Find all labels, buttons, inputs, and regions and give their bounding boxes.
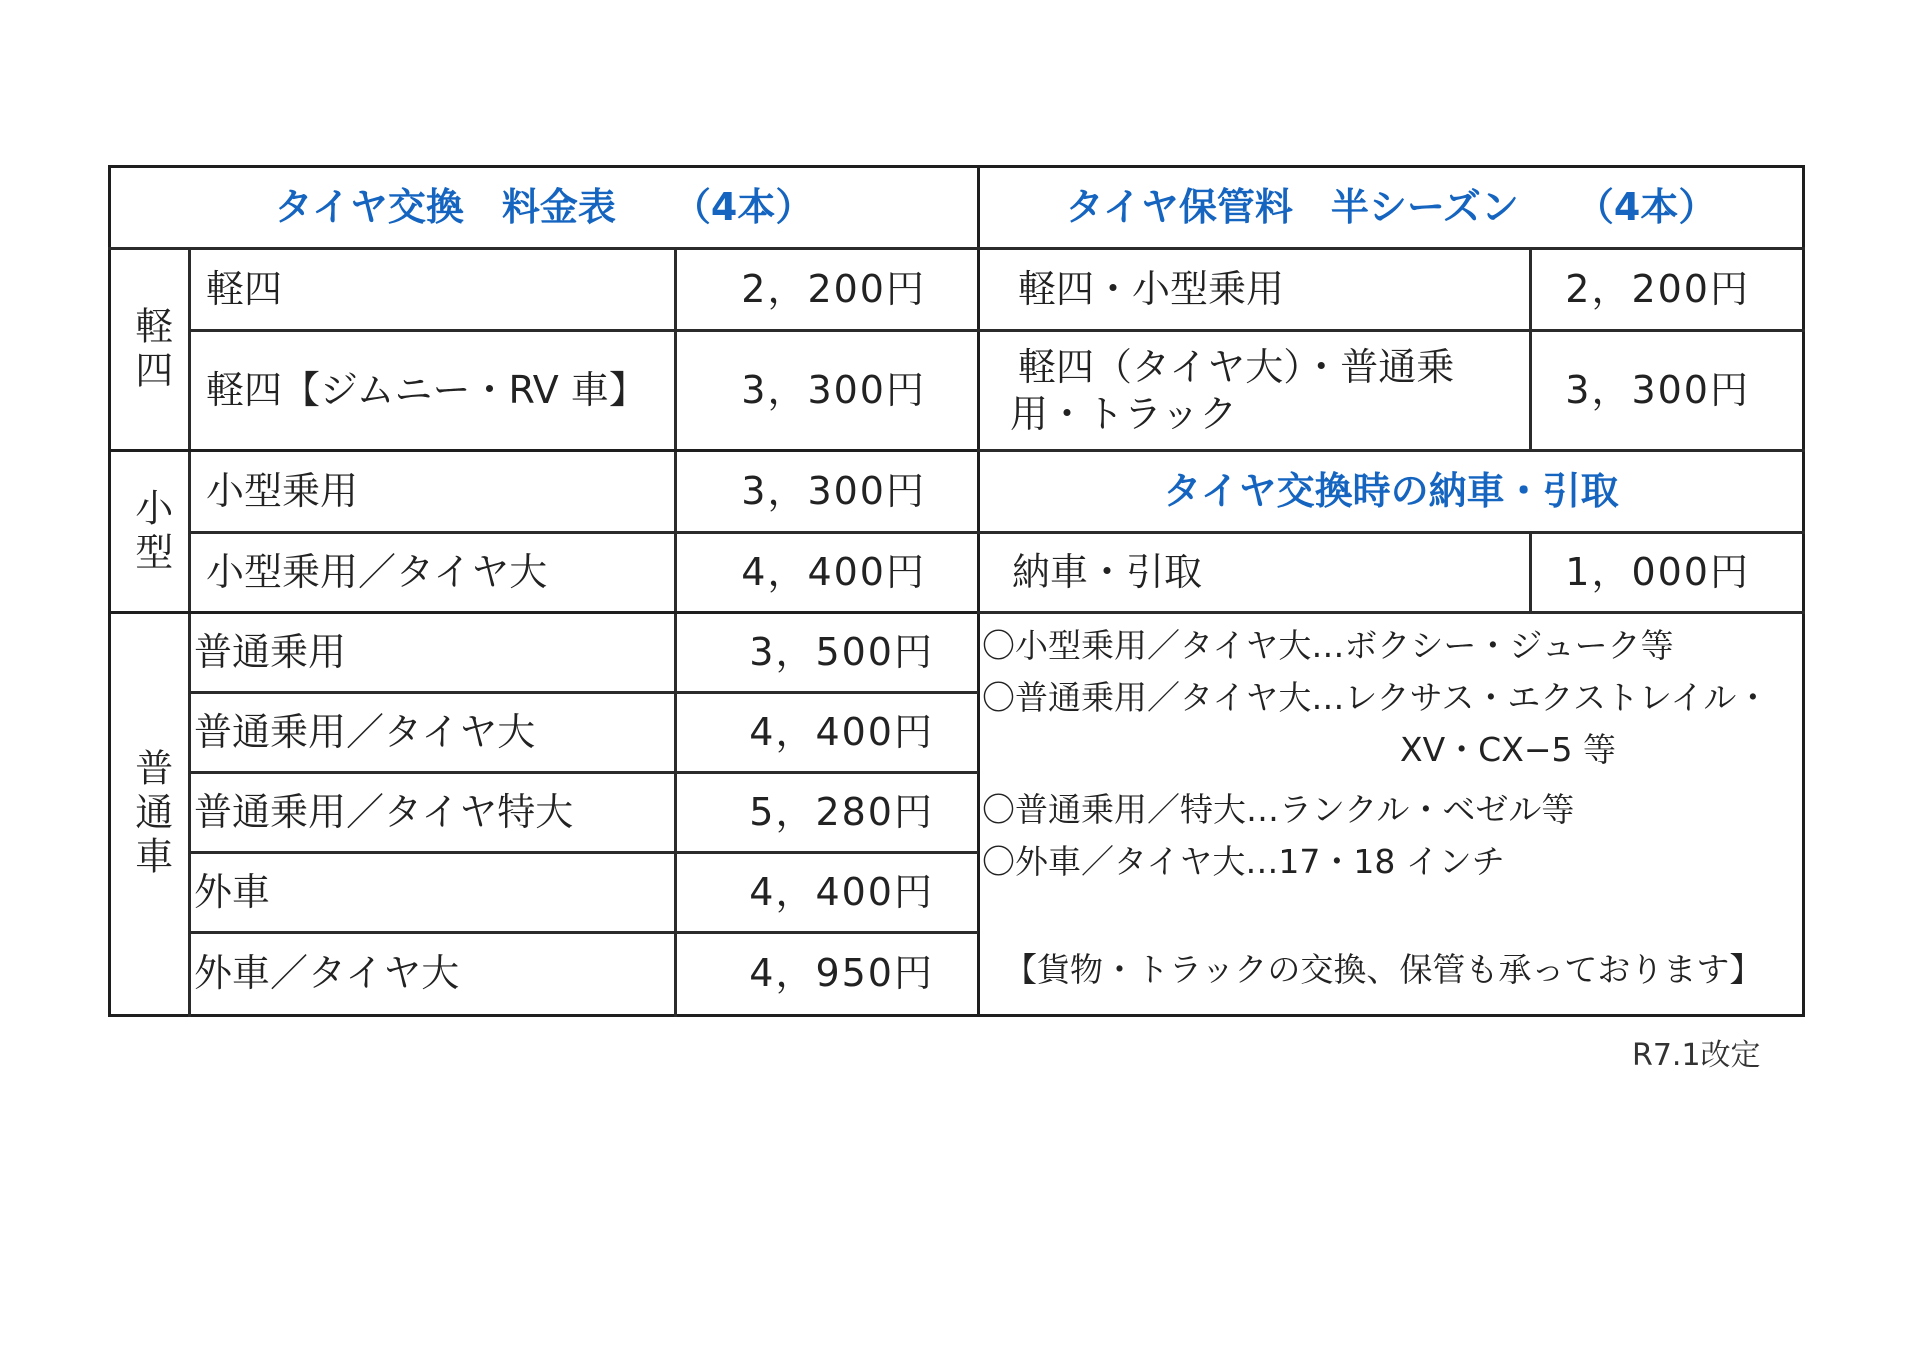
table-row-price: 5，280円 [749,790,934,835]
table-border [188,329,978,332]
table-border [188,247,191,1017]
storage-row-price: 2，200円 [1565,267,1750,312]
group-label-kei: 軽四 [128,306,173,394]
table-row-price: 4，400円 [749,870,934,915]
right-table-title: タイヤ保管料 半シーズン （4本） [1065,185,1717,230]
delivery-row-label: 納車・引取 [1012,550,1203,595]
table-border [188,851,978,854]
table-border [188,931,978,934]
table-row-label: 軽四 [206,267,283,312]
table-border [108,611,978,614]
group-label-kogata: 小型 [128,488,173,576]
table-row-label: 普通乗用／タイヤ大 [194,710,536,755]
table-row-label: 軽四【ジムニー・RV 車】 [206,368,647,413]
table-border [977,329,1805,332]
table-border [977,531,1805,534]
table-row-price: 3，300円 [741,368,926,413]
table-border [1802,165,1805,1017]
note-line: 〇小型乗用／タイヤ大…ボクシー・ジューク等 [982,626,1674,665]
revision-date: R7.1改定 [1632,1038,1761,1073]
table-row-price: 3，500円 [749,630,934,675]
table-border [108,165,1805,168]
table-row-label: 小型乗用／タイヤ大 [206,550,548,595]
delivery-section-title: タイヤ交換時の納車・引取 [1163,469,1619,514]
note-line: XV・CX−5 等 [1400,730,1616,769]
delivery-row-price: 1，000円 [1565,550,1750,595]
table-border [977,611,1805,614]
table-border [977,449,1805,452]
storage-row-label: 軽四・小型乗用 [1018,267,1285,312]
table-row-price: 4，950円 [749,951,934,996]
note-line: 〇外車／タイヤ大…17・18 インチ [982,842,1505,881]
table-border [188,691,978,694]
left-table-title: タイヤ交換 料金表 （4本） [274,185,814,230]
table-border [977,165,980,1017]
note-line: 〇普通乗用／タイヤ大…レクサス・エクストレイル・ [982,678,1770,717]
storage-row-price: 3，300円 [1565,368,1750,413]
table-border [108,247,1805,250]
table-border [188,771,978,774]
storage-row-label: 軽四（タイヤ大）・普通乗用・トラック [1010,344,1455,436]
table-border [674,247,677,1017]
table-row-price: 4，400円 [749,710,934,755]
table-row-label: 外車 [194,870,271,915]
group-label-futsu: 普通車 [128,748,173,880]
note-line: 〇普通乗用／特大…ランクル・ベゼル等 [982,790,1575,829]
table-row-price: 4，400円 [741,550,926,595]
table-row-label: 外車／タイヤ大 [194,951,460,996]
table-border [108,1014,1805,1017]
table-border [1529,247,1532,452]
notice-text: 【貨物・トラックの交換、保管も承っております】 [1004,950,1763,989]
table-row-label: 普通乗用／タイヤ特大 [194,790,574,835]
table-border [108,165,111,1017]
table-border [188,531,978,534]
table-row-price: 2，200円 [741,267,926,312]
table-row-label: 小型乗用 [206,469,359,514]
table-row-label: 普通乗用 [194,630,347,675]
table-border [1529,531,1532,614]
table-border [108,449,978,452]
table-row-price: 3，300円 [741,469,926,514]
